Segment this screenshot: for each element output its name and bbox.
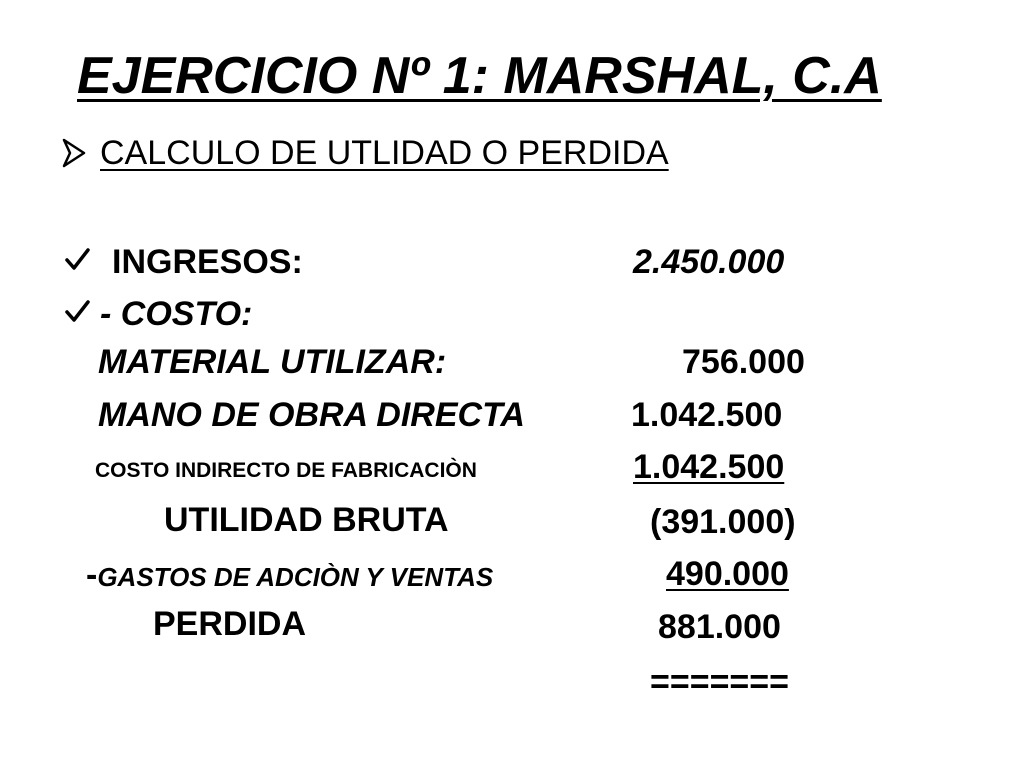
gastos-row: [86, 558, 493, 592]
total-double-line: =======: [650, 663, 789, 701]
mano-obra-value: 1.042.500: [631, 396, 783, 434]
gastos-dash: -: [86, 556, 98, 594]
subtitle: CALCULO DE UTLIDAD O PERDIDA: [100, 134, 669, 172]
perdida-label: PERDIDA: [153, 605, 307, 643]
costo-label: - COSTO:: [100, 295, 253, 333]
material-value: 756.000: [682, 343, 805, 381]
costo-indirecto-value: 1.042.500: [633, 448, 785, 486]
utilidad-bruta-label: UTILIDAD BRUTA: [164, 501, 449, 539]
perdida-value: 881.000: [658, 608, 781, 646]
utilidad-bruta-value: (391.000): [650, 503, 796, 541]
costo-indirecto-label: COSTO INDIRECTO DE FABRICACIÒN: [95, 459, 477, 482]
checkmark-icon: [64, 298, 90, 324]
slide-title: EJERCICIO Nº 1: MARSHAL, C.A: [77, 47, 882, 105]
material-label: MATERIAL UTILIZAR:: [98, 343, 447, 381]
gastos-value: 490.000: [666, 555, 789, 593]
gastos-label: GASTOS DE ADCIÒN Y VENTAS: [97, 562, 494, 592]
checkmark-icon: [64, 246, 90, 272]
ingresos-label: INGRESOS:: [112, 243, 303, 281]
arrow-bullet-icon: [62, 138, 86, 168]
mano-obra-label: MANO DE OBRA DIRECTA: [98, 396, 525, 434]
ingresos-value: 2.450.000: [633, 243, 785, 281]
subtitle-row: [62, 136, 669, 170]
